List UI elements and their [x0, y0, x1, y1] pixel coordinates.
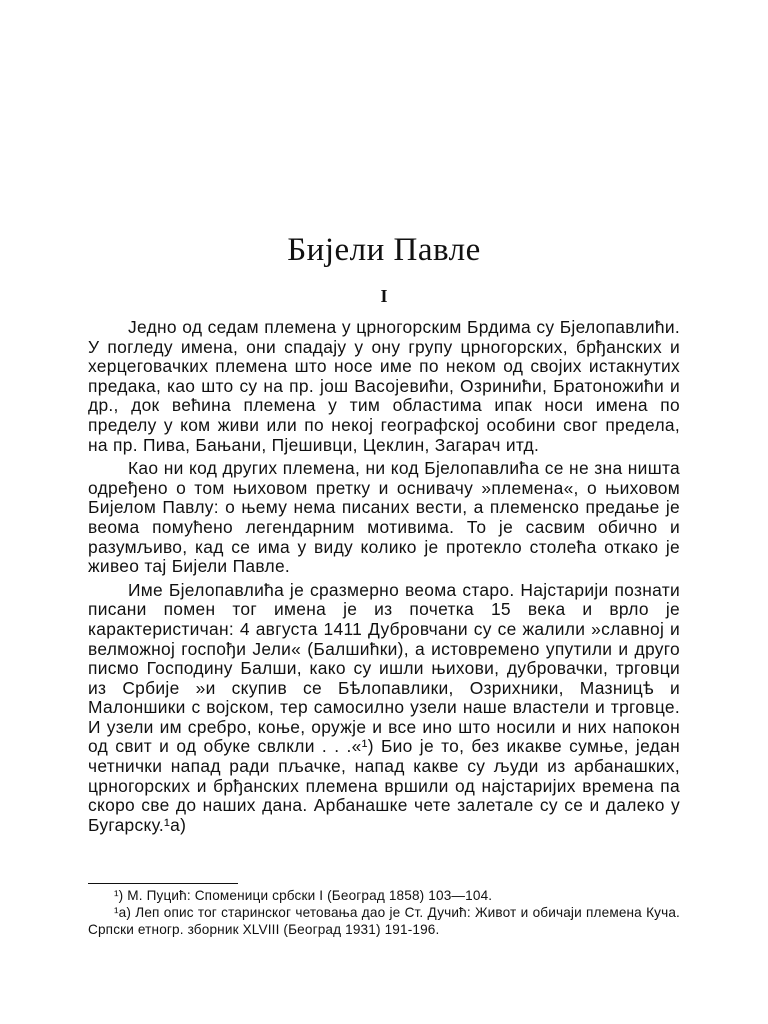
paragraph: Једно од седам племена у црногорским Брдима су Бјелопавлићи. У погледу имена, они спадају у ону групу црногорских, брђанских и херцеговачких племена што носе име по неком од својих истакнутих предака, као што су на пр. још Васојевићи, Озринићи, Братоножићи и др., док већина племена у тим областима ипак носи имена по пределу у ком живи или по некој географској особини свог предела, на пр. Пива, Бањани, Пјешивци, Цеклин, Загарач итд. [88, 317, 680, 455]
footnote-divider [88, 883, 238, 884]
main-text [88, 318, 680, 839]
section-number: I [380, 286, 388, 306]
paragraph: Име Бјелопавлића је сразмерно веома старо. Најстарији познати писани помен тог имена је из почетка 15 века и врло је карактеристичан: 4 августа 1411 Дубровчани су се жалили »славној и велможној госпођи Јели« (Балшићки), а истовремено упутили и друго писмо Господину Балши, како су ишли њихови, дубровачки, трговци из Србије »и скупив се Бѣлопавлики, Озрихники, Мазницѣ и Малоншики с војском, тер самосилно узели наше властели и трговце. И узели им сребро, коње, оружје и все ино што носили и них напокон од свит и од обуке свлкли . . .«¹) Био је то, без икакве сумње, један четнички напад ради пљачке, напад какве су људи из арбанашких, црногорских и брђанских племена вршили од најстаријих времена па скоро све до наших дана. Арбанашке чете залетале су се и далеко у Бугарску.¹а) [88, 579, 680, 835]
footnote: ¹а) Леп опис тог старинског четовања дао је Ст. Дучић: Живот и обичаји племена Куча. Српски етногр. зборник XLVIII (Београд 1931) 191-196. [88, 905, 680, 937]
paragraph: Као ни код других племена, ни код Бјелопавлића се не зна ништа одређено о том њиховом претку и оснивачу »племена«, о њиховом Бијелом Павлу: о њему нема писаних вести, а племенско предање је веома помућено легендарним мотивима. То је сасвим обично и разумљиво, кад се има у виду колико је протекло столећа откако је живео тај Бијели Павле. [88, 458, 680, 577]
footnotes [88, 887, 680, 938]
page-title: Бијели Павле [287, 232, 481, 268]
footnote: ¹) М. Пуцић: Споменици србски I (Београд 1858) 103—104. [114, 888, 493, 903]
